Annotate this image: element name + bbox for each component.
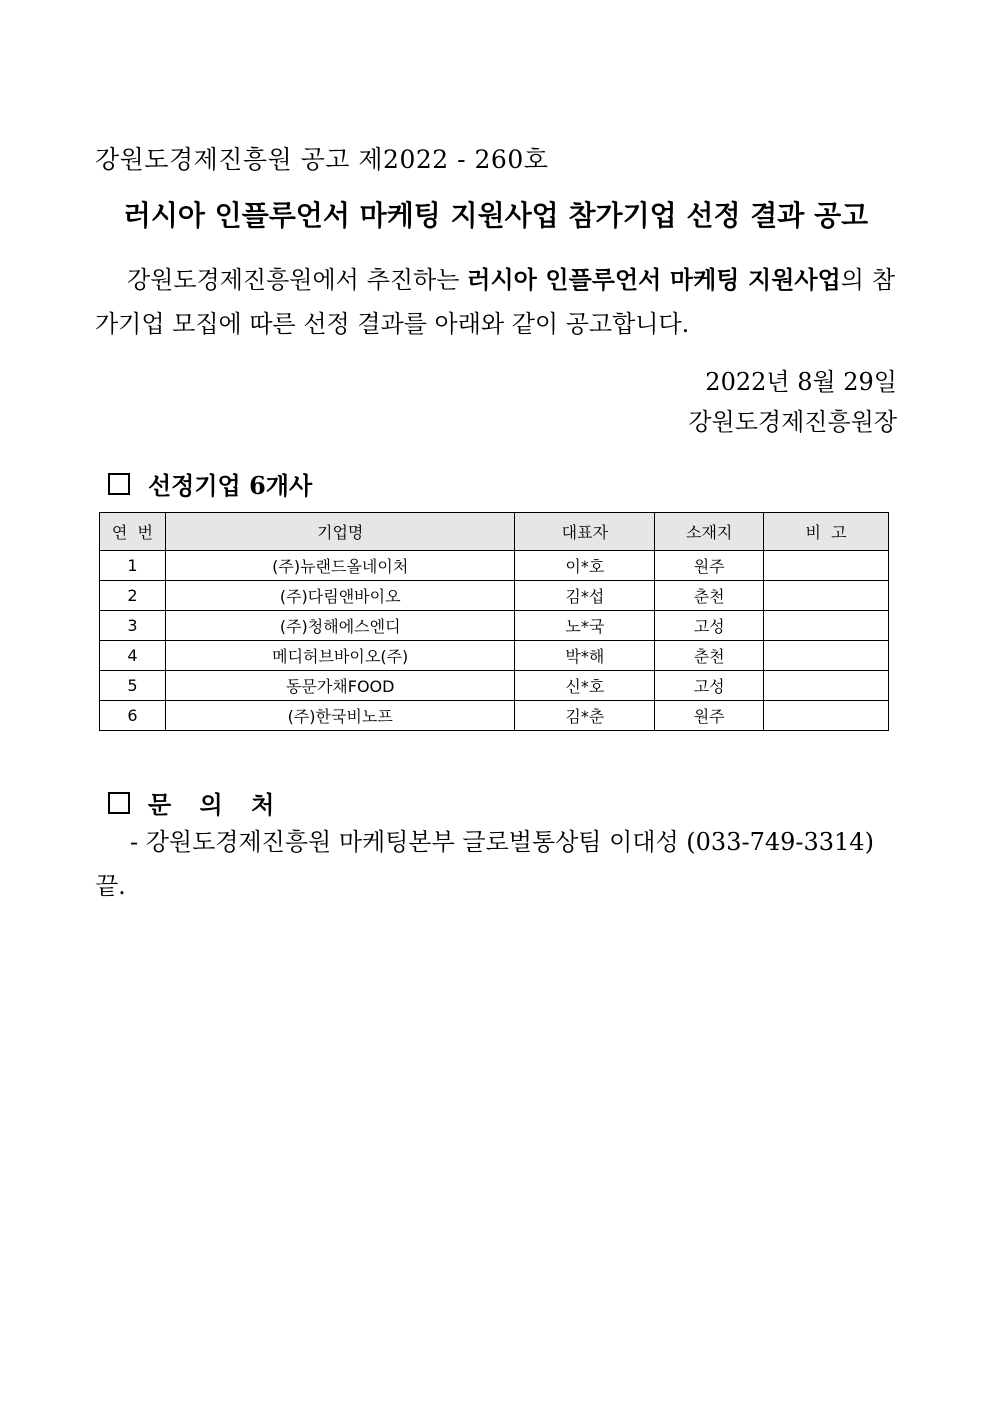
- table-row: [100, 701, 889, 731]
- cell-location: 원주: [655, 701, 764, 731]
- issuer-name: 강원도경제진흥원장: [688, 408, 897, 436]
- body-text-after: 의 참가기업 모집에 따른 선정 결과를 아래와 같이 공고합니다.: [95, 266, 895, 338]
- notice-number: 강원도경제진흥원 공고 제2022 - 260호: [95, 145, 549, 174]
- cell-no: 5: [100, 671, 166, 701]
- cell-company-name: (주)다림앤바이오: [165, 581, 515, 611]
- cell-no: 1: [100, 551, 166, 581]
- companies-heading-label: 선정기업 6개사: [148, 471, 313, 500]
- cell-note: [764, 581, 889, 611]
- cell-location: 춘천: [655, 641, 764, 671]
- table-header-row: [100, 513, 889, 551]
- program-name: 러시아 인플루언서 마케팅 지원사업: [467, 266, 841, 294]
- cell-note: [764, 611, 889, 641]
- cell-location: 원주: [655, 551, 764, 581]
- checkbox-square-icon: [108, 473, 130, 495]
- companies-table: [99, 512, 889, 731]
- cell-representative: 노*국: [515, 611, 655, 641]
- column-header-note: 비 고: [764, 513, 889, 551]
- companies-section-heading: [108, 466, 312, 501]
- notice-date: 2022년 8월 29일: [705, 368, 897, 396]
- cell-note: [764, 701, 889, 731]
- cell-no: 6: [100, 701, 166, 731]
- column-header-name: 기업명: [165, 513, 515, 551]
- body-text-before: 강원도경제진흥원에서 추진하는: [127, 266, 468, 294]
- page-title: 러시아 인플루언서 마케팅 지원사업 참가기업 선정 결과 공고: [123, 199, 869, 232]
- cell-company-name: 메디허브바이오(주): [165, 641, 515, 671]
- column-header-location: 소재지: [655, 513, 764, 551]
- notice-body: [95, 258, 895, 346]
- cell-company-name: (주)한국비노프: [165, 701, 515, 731]
- cell-note: [764, 671, 889, 701]
- cell-location: 고성: [655, 671, 764, 701]
- end-mark: 끝.: [95, 872, 126, 900]
- table-row: [100, 641, 889, 671]
- cell-company-name: (주)청해에스엔디: [165, 611, 515, 641]
- cell-company-name: 동문가채FOOD: [165, 671, 515, 701]
- cell-representative: 박*해: [515, 641, 655, 671]
- cell-representative: 신*호: [515, 671, 655, 701]
- table-row: [100, 551, 889, 581]
- cell-representative: 이*호: [515, 551, 655, 581]
- contact-info: - 강원도경제진흥원 마케팅본부 글로벌통상팀 이대성 (033-749-3314): [130, 828, 874, 856]
- cell-no: 4: [100, 641, 166, 671]
- checkbox-square-icon: [108, 792, 130, 814]
- contact-section-heading: [108, 785, 284, 820]
- column-header-no: 연 번: [100, 513, 166, 551]
- cell-note: [764, 551, 889, 581]
- cell-location: 춘천: [655, 581, 764, 611]
- cell-location: 고성: [655, 611, 764, 641]
- table-row: [100, 611, 889, 641]
- cell-note: [764, 641, 889, 671]
- table-row: [100, 671, 889, 701]
- cell-representative: 김*섭: [515, 581, 655, 611]
- cell-no: 3: [100, 611, 166, 641]
- cell-representative: 김*춘: [515, 701, 655, 731]
- column-header-rep: 대표자: [515, 513, 655, 551]
- cell-no: 2: [100, 581, 166, 611]
- contact-heading-label: 문 의 처: [148, 790, 285, 819]
- cell-company-name: (주)뉴랜드올네이처: [165, 551, 515, 581]
- table-row: [100, 581, 889, 611]
